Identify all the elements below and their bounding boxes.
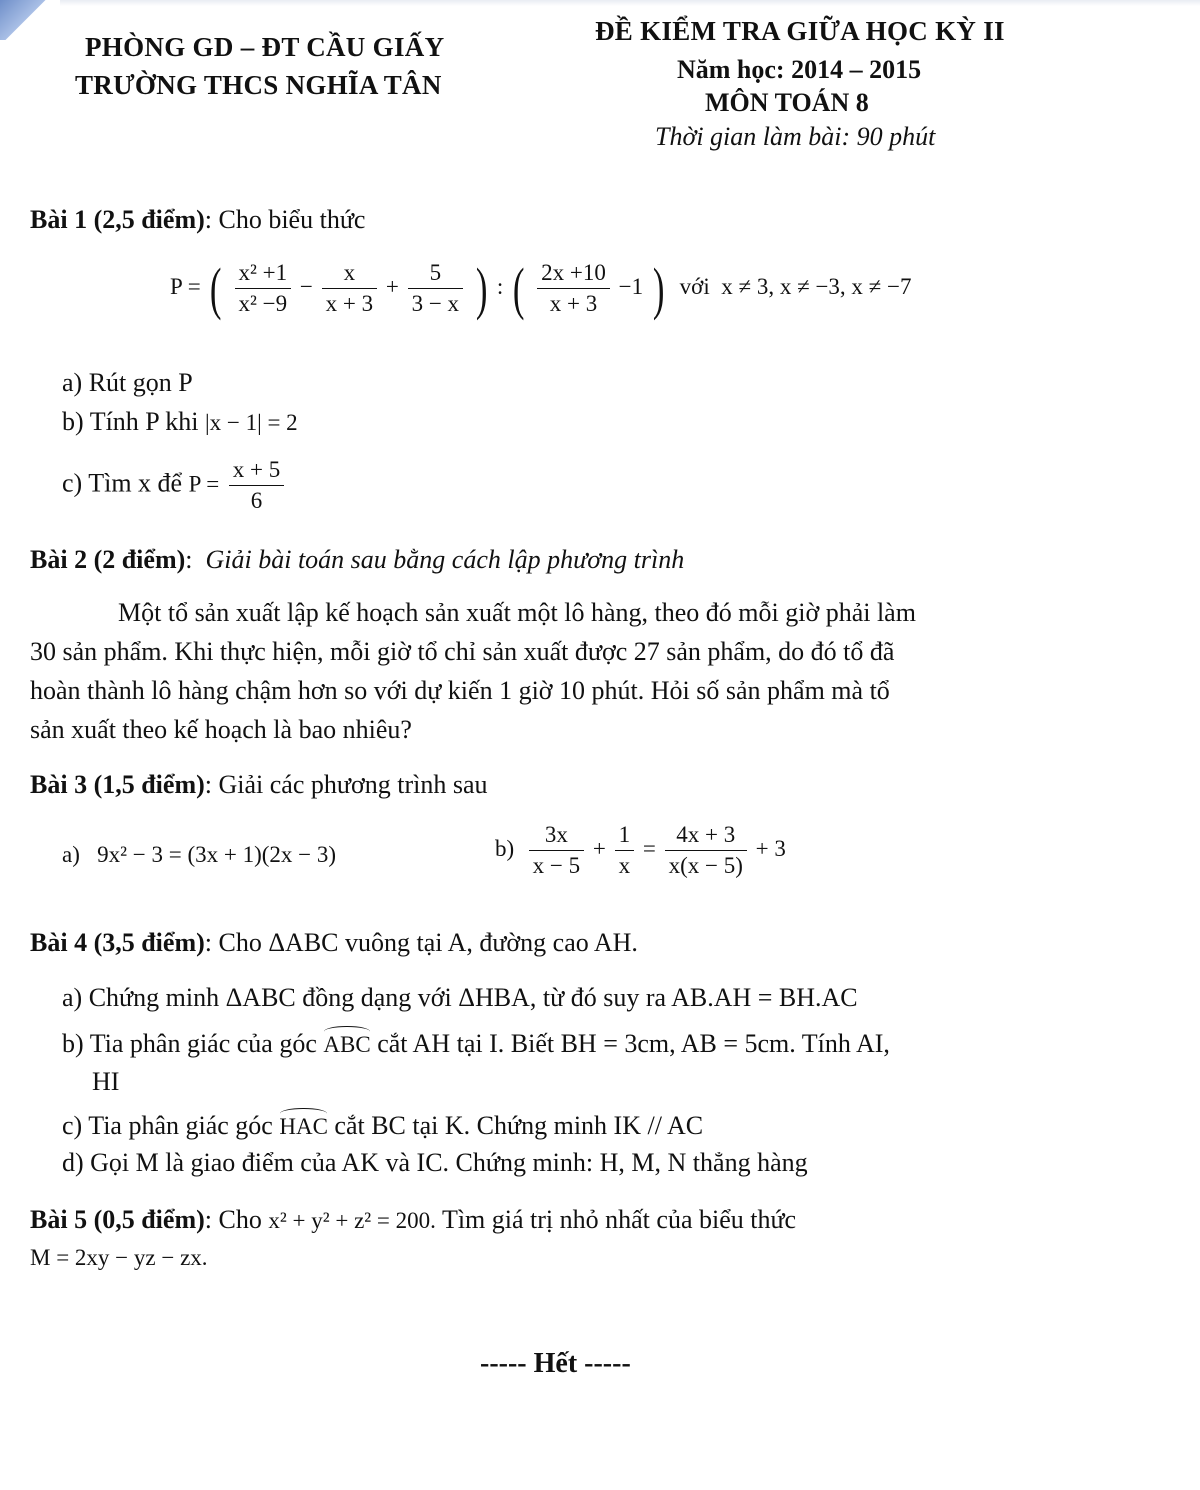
part-b-text: b) Tính P khi xyxy=(62,407,199,436)
bai3-f2-den: x xyxy=(618,853,631,878)
bai1-part-c xyxy=(62,455,287,516)
bai4-heading: Bài 4 (3,5 điểm) xyxy=(30,928,205,957)
bai4-intro-text: : Cho ΔABC vuông tại A, đường cao AH. xyxy=(204,928,638,957)
part-c-num: x + 5 xyxy=(229,455,284,486)
bai4-intro xyxy=(30,928,638,958)
bai3-frac-1 xyxy=(529,820,584,881)
condition-word: với xyxy=(679,273,710,299)
bai3-equals: = xyxy=(642,835,656,861)
bai4-part-d: d) Gọi M là giao điểm của AK và IC. Chứng minh: H, M, N thẳng hàng xyxy=(62,1148,808,1177)
part-c-lhs: P = xyxy=(188,471,220,497)
part-c-fraction xyxy=(229,455,284,516)
school-name: TRƯỜNG THCS NGHĨA TÂN xyxy=(75,70,442,100)
fraction-3 xyxy=(408,258,463,319)
bai2-heading: Bài 2 (2 điểm) xyxy=(30,545,186,574)
plus-sign: + xyxy=(385,273,399,299)
frac1-den: x² −9 xyxy=(238,291,288,316)
bai1-part-a: a) Rút gọn P xyxy=(62,368,193,397)
bai4-b-pre: b) Tia phân giác của góc xyxy=(62,1029,317,1058)
open-paren: ( xyxy=(210,255,222,321)
bai1-intro xyxy=(30,205,365,235)
bai2-line-3: hoàn thành lô hàng chậm hơn so với dự kiến 1 giờ 10 phút. Hỏi số sản phẩm mà tổ xyxy=(30,676,890,705)
bai2-line-4: sản xuất theo kế hoạch là bao nhiêu? xyxy=(30,715,412,744)
bai3-part-b xyxy=(495,820,786,881)
bai2-line-1: Một tổ sản xuất lập kế hoạch sản xuất một lô hàng, theo đó mỗi giờ phải làm xyxy=(118,598,916,627)
bai5-heading: Bài 5 (0,5 điểm) xyxy=(30,1205,205,1234)
bai3-f3-num: 4x + 3 xyxy=(665,820,747,851)
p-label: P = xyxy=(170,273,201,299)
angle-abc: ABC xyxy=(323,1028,370,1058)
bai3-f2-num: 1 xyxy=(615,820,635,851)
bai3-f1-den: x − 5 xyxy=(532,853,581,878)
bai5-intro-text: : Cho xyxy=(204,1205,262,1234)
bai4-c-post: cắt BC tại K. Chứng minh IK // AC xyxy=(334,1111,704,1140)
fraction-4 xyxy=(537,258,610,319)
bai1-intro-text: : Cho biểu thức xyxy=(204,205,366,234)
bai1-expression xyxy=(170,255,912,321)
frac2-den: x + 3 xyxy=(325,291,374,316)
minus-one: −1 xyxy=(618,273,644,299)
frac4-num: 2x +10 xyxy=(537,258,610,289)
corner-accent xyxy=(0,0,60,40)
end-mark: ----- Hết ----- xyxy=(480,1348,631,1379)
bai4-part-c xyxy=(62,1110,703,1141)
bai3-f3-den: x(x − 5) xyxy=(668,853,743,878)
bai5-intro xyxy=(30,1205,796,1235)
bai5-tail: Tìm giá trị nhỏ nhất của biểu thức xyxy=(441,1205,797,1234)
bai3-f1-num: 3x xyxy=(529,820,584,851)
bai4-part-a: a) Chứng minh ΔABC đồng dạng với ΔHBA, từ đó suy ra AB.AH = BH.AC xyxy=(62,983,858,1012)
bai3-b-label: b) xyxy=(495,835,515,861)
time-limit: Thời gian làm bài: 90 phút xyxy=(655,122,936,151)
fraction-1 xyxy=(235,258,292,319)
part-c-text: c) Tìm x để xyxy=(62,468,183,498)
bai3-intro xyxy=(30,770,487,800)
close-paren: ) xyxy=(475,255,488,321)
exam-title: ĐỀ KIỂM TRA GIỮA HỌC KỲ II xyxy=(595,16,1005,46)
frac3-den: 3 − x xyxy=(411,291,460,316)
part-c-den: 6 xyxy=(250,488,263,513)
open-paren-2: ( xyxy=(512,255,525,321)
bai3-a-label: a) xyxy=(62,842,80,867)
bai3-frac-3 xyxy=(665,820,747,881)
bai1-part-b xyxy=(62,407,298,437)
bai2-line-2: 30 sản phẩm. Khi thực hiện, mỗi giờ tổ chỉ sản xuất được 27 sản phẩm, do đó tổ đã xyxy=(30,637,895,666)
subject: MÔN TOÁN 8 xyxy=(705,88,869,117)
bai1-heading: Bài 1 (2,5 điểm) xyxy=(30,205,205,234)
close-paren-2: ) xyxy=(652,255,665,321)
frac2-num: x xyxy=(322,258,377,289)
divide-colon: : xyxy=(496,273,504,299)
top-rule xyxy=(60,0,1200,6)
bai4-b-post: cắt AH tại I. Biết BH = 3cm, AB = 5cm. Tính AI, xyxy=(377,1029,890,1058)
fraction-2 xyxy=(322,258,377,319)
part-b-math: |x − 1| = 2 xyxy=(205,410,298,435)
bai4-part-b xyxy=(62,1028,890,1059)
frac1-num: x² +1 xyxy=(235,258,292,289)
dept-name: PHÒNG GD – ĐT CẦU GIẤY xyxy=(85,32,445,62)
bai2-intro-text: Giải bài toán sau bằng cách lập phương trình xyxy=(205,545,685,574)
minus-sign: − xyxy=(299,273,313,299)
bai3-heading: Bài 3 (1,5 điểm) xyxy=(30,770,205,799)
frac4-den: x + 3 xyxy=(549,291,598,316)
bai4-part-b-cont: HI xyxy=(92,1067,120,1096)
bai5-equation: x² + y² + z² = 200. xyxy=(268,1208,436,1233)
condition: x ≠ 3, x ≠ −3, x ≠ −7 xyxy=(721,273,912,299)
bai2-intro: Bài 2 (2 điểm): Giải bài toán sau bằng cách lập phương trình xyxy=(30,545,685,574)
bai3-intro-text: : Giải các phương trình sau xyxy=(204,770,488,799)
bai4-c-pre: c) Tia phân giác góc xyxy=(62,1111,273,1140)
bai3-a-equation: 9x² − 3 = (3x + 1)(2x − 3) xyxy=(97,842,337,867)
bai3-part-a xyxy=(62,842,336,868)
bai5-expression: M = 2xy − yz − zx. xyxy=(30,1245,208,1270)
angle-hac: HAC xyxy=(279,1110,328,1140)
school-year: Năm học: 2014 – 2015 xyxy=(677,55,922,84)
frac3-num: 5 xyxy=(408,258,463,289)
bai3-frac-2 xyxy=(615,820,635,881)
bai3-tail: + 3 xyxy=(755,835,786,861)
bai3-plus: + xyxy=(592,835,606,861)
